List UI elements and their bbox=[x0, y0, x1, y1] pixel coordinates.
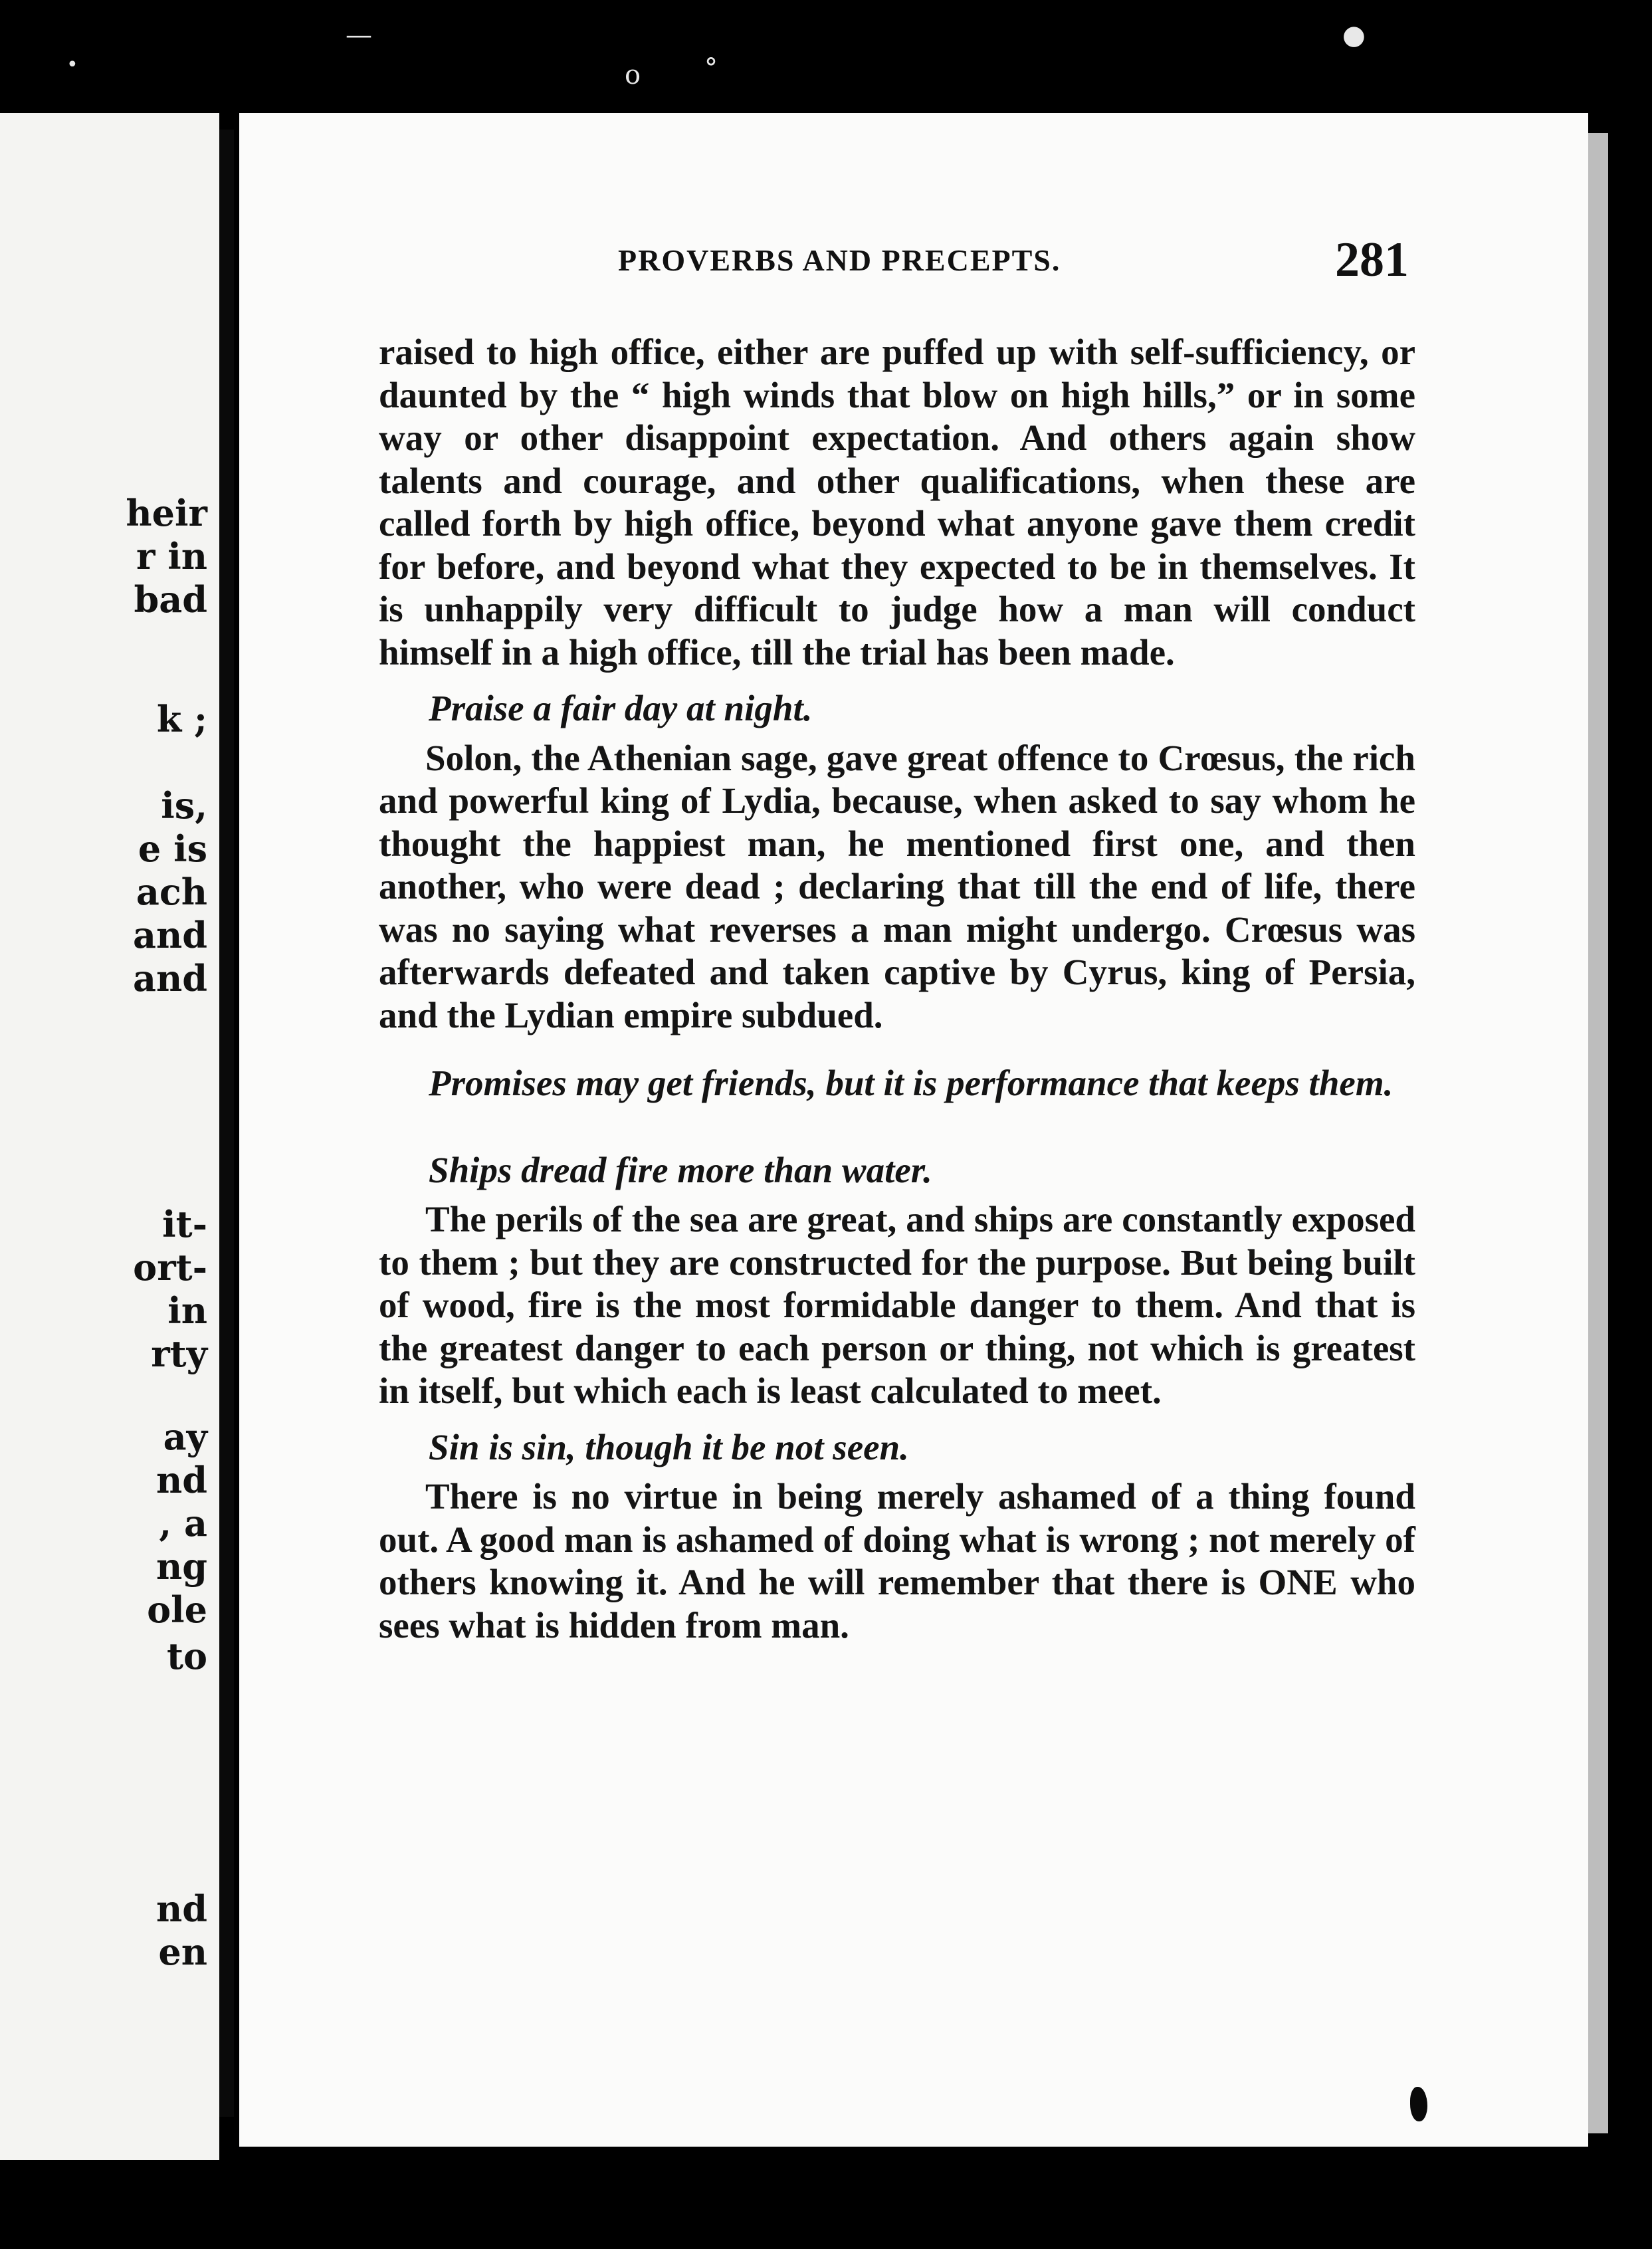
left-fragment: rty bbox=[151, 1333, 207, 1375]
left-fragment: e is bbox=[138, 827, 207, 870]
spacer bbox=[379, 1112, 1415, 1136]
left-fragment: , a bbox=[159, 1502, 207, 1545]
left-fragment: ole bbox=[147, 1588, 207, 1631]
proverb-heading: Sin is sin, though it be not seen. bbox=[429, 1426, 909, 1467]
left-fragment: ach bbox=[136, 871, 207, 913]
paragraph: raised to high office, either are puffed up with self-sufficiency, or daunted by the “ high winds that blow on high hills,” or in some way or other disappoint expectation. And others again show talents and courage, and other qualifications, when these are called forth by high office, beyond what anyone gave them credit for before, and beyond what they expected to be in themselves. It is unhappily very difficult to judge how a man will conduct himself in a high office, till the trial has been made. bbox=[379, 332, 1415, 673]
left-fragment: nd bbox=[155, 1887, 207, 1930]
left-fragment: r in bbox=[136, 535, 207, 578]
scan-border-marks bbox=[0, 13, 1652, 106]
page-edge-shadow bbox=[1588, 133, 1608, 2133]
scan-speck: — bbox=[346, 20, 372, 51]
left-fragment: ay bbox=[163, 1416, 207, 1458]
scan-speck: ° bbox=[704, 53, 718, 84]
left-fragment: en bbox=[158, 1931, 207, 1973]
proverb-heading: Praise a fair day at night. bbox=[429, 688, 813, 728]
paragraph: The perils of the sea are great, and ships are constantly exposed to them ; but they are constructed for the purpose. But being built of wood, fire is the most formidable danger to them. And that is the greatest danger to each person or thing, not which is greatest in itself, but which each is least calculated to meet. bbox=[379, 1199, 1415, 1411]
scan-speck: • bbox=[66, 53, 78, 76]
left-fragment: bad bbox=[134, 578, 207, 621]
running-head: PROVERBS AND PRECEPTS. bbox=[618, 243, 1061, 277]
left-page-fragments bbox=[0, 113, 219, 2160]
scan-speck: ● bbox=[1342, 20, 1366, 51]
proverb-heading: Promises may get friends, but it is performance that keeps them. bbox=[429, 1063, 1394, 1103]
left-fragment: in bbox=[167, 1289, 207, 1332]
scan-speck: o bbox=[625, 60, 641, 90]
binding-gutter bbox=[219, 130, 234, 2117]
paragraph: There is no virtue in being merely ashamed of a thing found out. A good man is ashamed of doing what is wrong ; not merely of others knowing it. And he will remember that there is ONE who sees what is hidden from man. bbox=[379, 1476, 1415, 1646]
page-header bbox=[618, 233, 1409, 296]
left-fragment: and bbox=[132, 957, 207, 1000]
left-fragment: and bbox=[132, 914, 207, 956]
left-fragment: is, bbox=[161, 784, 207, 827]
left-fragment: ng bbox=[155, 1545, 207, 1588]
left-fragment: to bbox=[167, 1635, 207, 1677]
left-fragment: nd bbox=[155, 1459, 207, 1501]
page-number: 281 bbox=[1335, 233, 1409, 287]
facing-left-page bbox=[0, 113, 219, 2160]
paragraph: Solon, the Athenian sage, gave great offence to Crœsus, the rich and powerful king of Lydia, because, when asked to say whom he thought the happiest man, he mentioned first one, and then another, who were dead ; declaring that till the end of life, there was no saying what reverses a man might undergo. Crœsus was afterwards defeated and taken captive by Cyrus, king of Persia, and the Lydian empire subdued. bbox=[379, 737, 1415, 1035]
left-fragment: ort- bbox=[133, 1246, 207, 1289]
left-fragment: k ; bbox=[156, 698, 207, 740]
left-fragment: it- bbox=[162, 1203, 207, 1245]
page-body bbox=[379, 331, 1415, 1647]
proverb-heading: Ships dread fire more than water. bbox=[429, 1149, 932, 1190]
left-fragment: heir bbox=[126, 492, 207, 534]
